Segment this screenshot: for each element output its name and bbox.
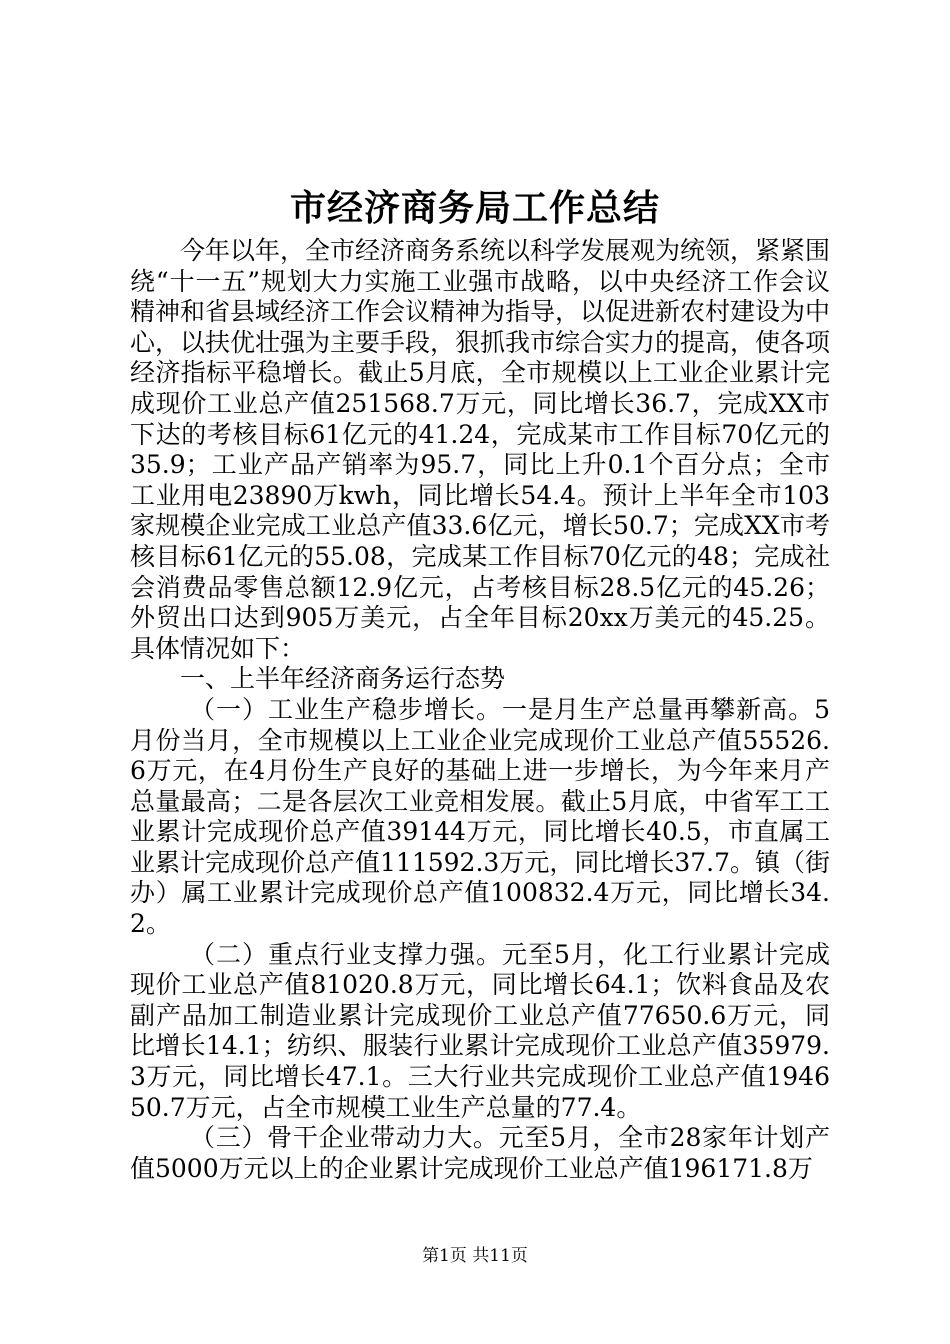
intro-paragraph: 今年以年，全市经济商务系统以科学发展观为统领，紧紧围绕“十一五”规划大力实施工业强市战略，以中央经济工作会议精神和省县域经济工作会议精神为指导，以促进新农村建设为中心，以扶优壮强为主要手段，狠抓我市综合实力的提高，使各项经济指标平稳增长。截止5月底，全市规模以上工业企业累计完成现价工业总产值251568.7万元，同比增长36.7，完成XX市下达的考核目标61亿元的41.24，完成某市工作目标70亿元的35.9；工业产品产销率为95.7，同比上升0.1个百分点；全市工业用电23890万kwh，同比增长54.4。预计上半年全市103家规模企业完成工业总产值33.6亿元，增长50.7；完成XX市考核目标61亿元的55.08，完成某工作目标70亿元的48；完成社会消费品零售总额12.9亿元，占考核目标28.5亿元的45.26；外贸出口达到905万美元，占全年目标20xx万美元的45.25。具体情况如下： [130,236,831,663]
subsection-backbone-enterprises: （三）骨干企业带动力大。元至5月，全市28家年计划产值5000万元以上的企业累计完成现价工业总产值196171.8万 [130,1123,830,1183]
subsection-industrial-production: （一）工业生产稳步增长。一是月生产总量再攀新高。5月份当月，全市规模以上工业企业完成现价工业总产值55526.6万元，在4月份生产良好的基础上进一步增长，为今年来月产总量最高；二是各层次工业竞相发展。截止5月底，中省军工工业累计完成现价总产值39144万元，同比增长40.5，市直属工业累计完成现价总产值111592.3万元，同比增长37.7。镇（街办）属工业累计完成现价总产值100832.4万元，同比增长34.2。 [130,694,830,939]
page-number-footer: 第1页 共11页 [422,1246,528,1266]
section-heading: 一、上半年经济商务运行态势 [180,664,506,694]
subsection-key-industries: （二）重点行业支撑力强。元至5月，化工行业累计完成现价工业总产值81020.8万元，同比增长64.1；饮料食品及农副产品加工制造业累计完成现价工业总产值77650.6万元，同比增长14.1；纺织、服装行业累计完成现价工业总产值35979.3万元，同比增长47.1。三大行业共完成现价工业总产值194650.7万元，占全市规模工业生产总量的77.4。 [130,939,830,1122]
document-title: 市经济商务局工作总结 [289,187,660,229]
document-body [130,236,830,1184]
